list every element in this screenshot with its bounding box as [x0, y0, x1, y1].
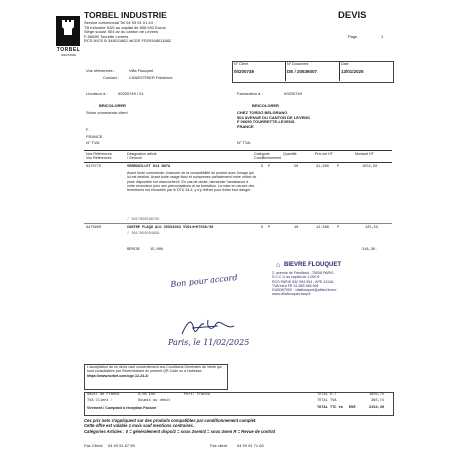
item-amount: 1552,50 — [362, 165, 378, 169]
item-unit2: P — [337, 165, 340, 169]
stamp-name: BIEVRE FLOUQUET — [284, 262, 342, 268]
delivery-tva: N° TVA: — [86, 140, 101, 145]
document-date: 13/01/2025 — [341, 69, 364, 74]
port-value: Port: Franco — [184, 393, 210, 397]
item-category: D — [261, 165, 264, 169]
stamp-logo-icon: ⌂ — [276, 262, 281, 269]
total-ttc-currency: EUR — [349, 406, 356, 410]
item-unit2: P — [337, 226, 340, 230]
item-price: 31,050 — [316, 165, 329, 169]
col-header-amount: Montant HT — [355, 152, 374, 156]
document-number: DE / 20536007 — [287, 69, 318, 74]
client-number: 00200749 — [234, 69, 255, 74]
billing-address: CHEZ TORDO BELGRANO 504 AVENUE DU CANTON DE LEVENS F 06690 TOURRETTE-LEVENS FRANCE — [237, 110, 310, 129]
total-ttc-value: 2164,49 — [369, 406, 385, 410]
item-category: D — [261, 226, 264, 230]
company-info: Service commercial Tel 04 93 91 01 44 TB Industrie SAS au capital de 658 692 Euros Siège social: 504 av du canton de Levens F-06690 Tourette Levens RCS NICE B 348011882 IdCEE FR29348011882 — [84, 20, 172, 44]
item-unit: P — [268, 165, 271, 169]
total-tva-value: 360,74 — [371, 399, 384, 403]
document-type: DEVIS — [338, 10, 367, 21]
item-gencod: / 3017850594998 — [127, 232, 160, 236]
item-note: Avant toute commande, s'assurer de la compatibilité du produit avec l'usage qui lui est destiné. Avant toute usage lisez et comprenez parfaitement notre notice de pose disponible sur www.torbel.fr. En cas de doute, demander l'assistance à votre revendeur pour ses préconisations et sa formation. La mise en oeuvre des fermetures est encadrée par le DTU 34-4, y s'y référer pour éviter tout danger. — [127, 171, 257, 193]
item-ref: 9470776 — [86, 165, 102, 169]
remise-amount: 318,30- — [362, 248, 378, 252]
tva-client-value: Soumis au débit — [138, 399, 171, 403]
total-ht-label: TOTAL H.T — [317, 393, 337, 397]
item-designation: VERROUILLET D14 NOTA — [127, 165, 171, 169]
fax-other-number: 04 93 91 71 60 — [237, 443, 264, 448]
page-label: Page — [348, 34, 358, 39]
cgv-link[interactable]: https://www.torbel.com/cgv-12-24-2/ — [87, 373, 149, 378]
document-number-label: N° Document — [287, 62, 309, 66]
totals-box — [84, 392, 394, 416]
fax-client-number: 04 93 91 67 55 — [108, 443, 135, 448]
company-logo — [56, 16, 80, 46]
billing-code: 00200749 — [284, 91, 302, 96]
billing-tva: N° TVA: — [237, 140, 252, 145]
contact-label: Contact : — [103, 75, 120, 80]
item-gencod: / 3017850598745 — [127, 218, 160, 222]
page-number: 1 — [381, 34, 384, 39]
franco-label: Seuil de Franco — [87, 393, 120, 397]
remise-value: 15,00% — [150, 248, 163, 252]
item-quantity: 50 — [294, 165, 299, 169]
contact-value: CANESTRIER Fabienne — [129, 75, 173, 80]
item-ref: 9470900 — [86, 226, 102, 230]
fax-client-label: Fax Client: — [84, 443, 104, 448]
client-number-label: N° Client — [234, 62, 249, 66]
logo-text-top: TORBEL — [56, 47, 81, 53]
col-header-price: Prix net HT — [315, 152, 333, 156]
delivery-code: 00200749 / 01 — [118, 91, 144, 96]
company-name: TORBEL INDUSTRIE — [84, 10, 167, 20]
col-header-designation: Désignation article / Gencod — [127, 152, 157, 161]
item-amount: 125,53 — [365, 226, 378, 230]
billing-label: Facturation à : — [237, 91, 263, 96]
delivery-sub: Selon commande client — [86, 110, 128, 115]
fax-other-label: Fax client — [210, 443, 228, 448]
delivery-label: Livraison à : — [86, 91, 108, 96]
total-ht-value: 1803,75 — [369, 393, 385, 397]
col-header-quantity: Quantité — [283, 152, 297, 156]
item-designation: CONTRE PLAQU ALU 355X40X3 VVD14+KT038/30 — [127, 226, 214, 230]
col-header-refs: Nos Références Vos Références — [86, 152, 112, 161]
item-quantity: 10 — [294, 226, 299, 230]
billing-name: BRICOLORER — [252, 103, 279, 108]
col-header-category: Catégorie Conditionnement — [254, 152, 282, 161]
your-refs-label: Vos références : — [86, 68, 115, 73]
remise-label: REMISE — [127, 248, 140, 252]
handwritten-approval: Bon pour accord — [170, 272, 238, 289]
total-tva-label: TOTAL TVA — [317, 399, 337, 403]
logo-text-bottom: INDUSTRIE — [60, 53, 77, 57]
stamp-details: 2, avenue de Friedland - 75008 PARIS S.C.C.V au capital de 1.000 € RCS PARIS 832 994 994 - APE 4110A TVA Intra FR 31 883 948 994 0183397000 · villaflouquet@pitted.immo www.villaflouquet-bary.fr — [272, 271, 337, 297]
franco-value: 0,00 EUR — [138, 393, 156, 397]
payment-terms: Virement / Comptant à réception Facture — [87, 406, 157, 410]
item-price: 12,588 — [316, 226, 329, 230]
tva-client-label: TVA Client : — [87, 399, 113, 403]
handwritten-date: Paris, le 11/02/2025 — [168, 338, 250, 347]
delivery-f: F . — [86, 127, 91, 132]
delivery-name: BRICOLORER — [99, 103, 126, 108]
your-refs-value: Villa Flouquet — [129, 68, 154, 73]
total-ttc-label: TOTAL TTC en — [317, 406, 343, 410]
acceptance-text: L'acceptation de ce devis vaut consentement aux Conditions Générales de Vente qui sont consultables par l'intermédiaire du présent QR Code ou à l'adresse : https://www.torbel.com/cgv-12-24-2/ — [87, 365, 222, 378]
item-unit: P — [268, 226, 271, 230]
delivery-country: FRANCE — [86, 134, 103, 139]
footer-notes: Ces prix nets s'appliquent sur des produits compatibles par conditionnement complet. Cette offre est valable 1 mois sauf mentions contraires. Catégories Articles : 0 = généralement dispo/2 = sous 2sem/4 = sous 4sem R = Revue de contrat — [84, 418, 276, 434]
date-label: Date — [341, 62, 349, 66]
